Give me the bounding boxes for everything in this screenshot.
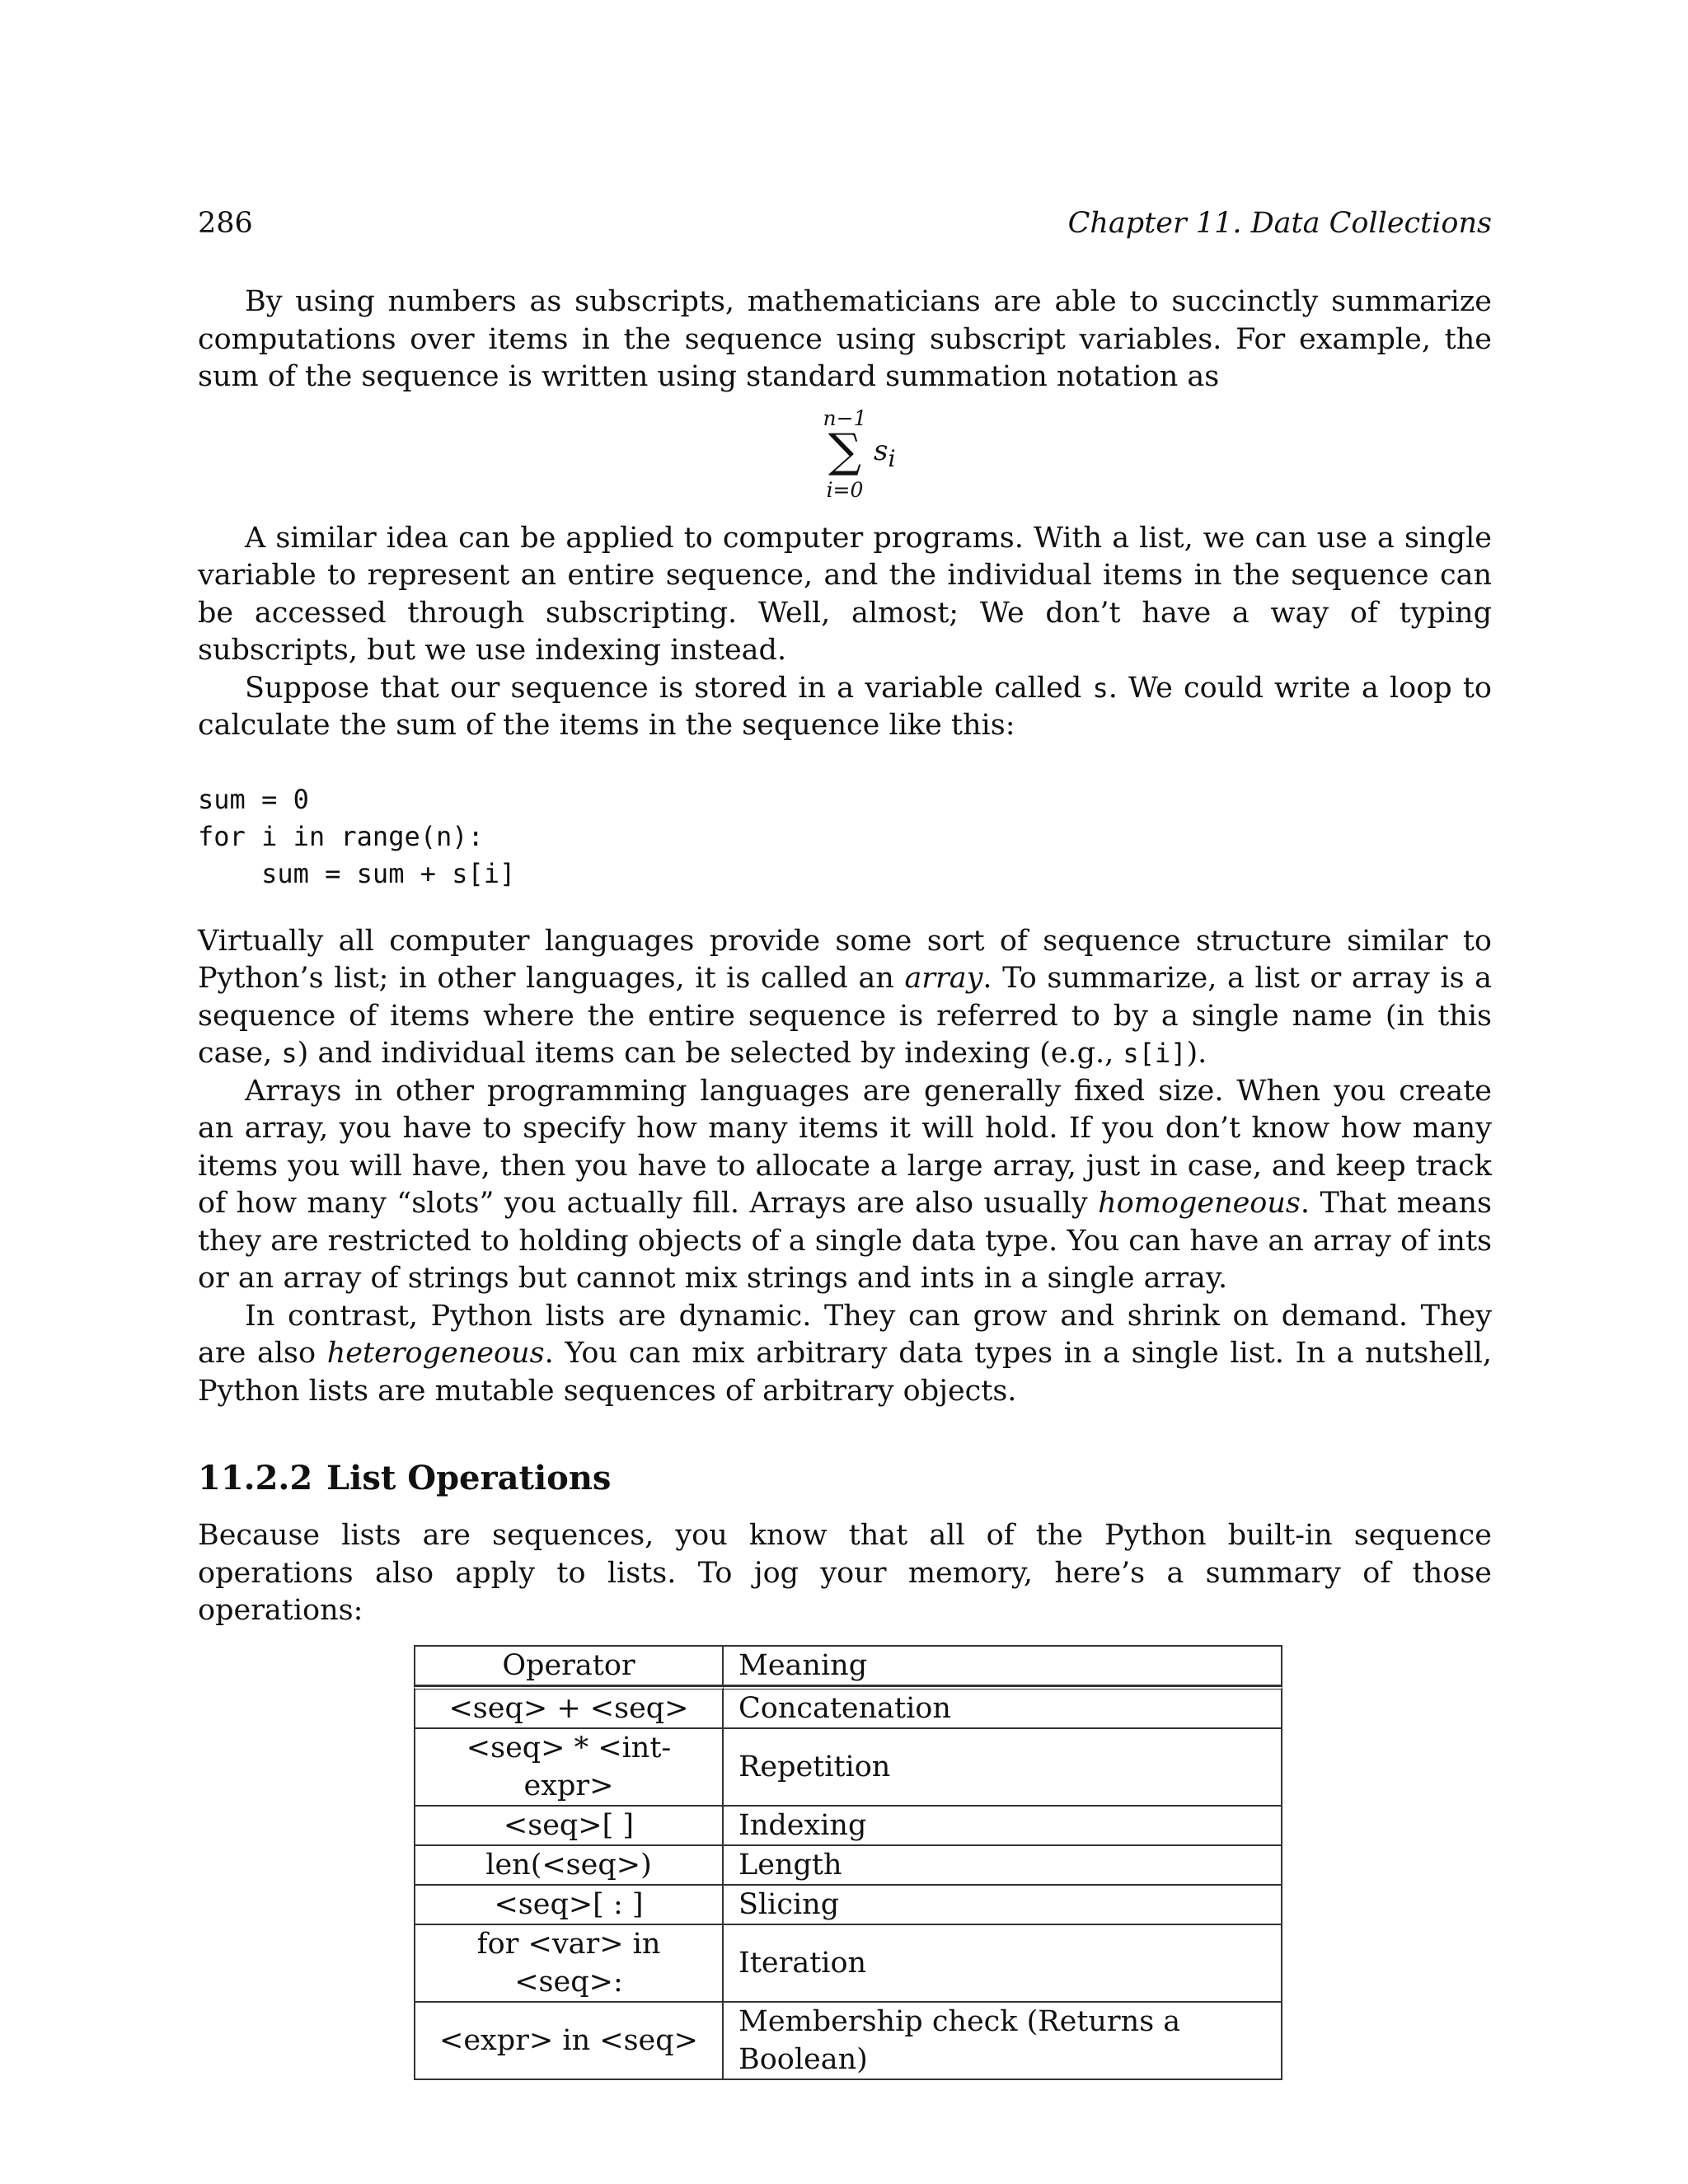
operator-cell: <seq>[ ] <box>414 1807 724 1846</box>
table-body <box>414 1686 1282 2080</box>
paragraph-loop-intro-text-before: Suppose that our sequence is stored in a variable called <box>245 671 1093 705</box>
meaning-cell: Repetition <box>724 1729 1282 1807</box>
code-line: sum = sum + s[i] <box>198 857 516 889</box>
operator-cell: for <var> in <seq>: <box>414 1925 724 2003</box>
paragraph-array-summary <box>198 923 1492 1073</box>
paragraph-python-lists-dynamic <box>198 1298 1492 1411</box>
chapter-title: Chapter 11. Data Collections <box>1067 207 1492 240</box>
term-heterogeneous: heterogeneous <box>326 1337 545 1370</box>
table-row <box>414 1729 1282 1807</box>
summation-upper-limit: n−1 <box>823 405 867 430</box>
paragraph-fixed-size-text: Arrays in other programming languages are generally fixed size. When you create an array, you have to specify how many items it will hold. If you don’t know how many items you will have, then you have to allocate a large array, just in case, and keep track of how many “slots” you actually fill. Arrays are also usually <box>198 1074 1492 1220</box>
inline-code-indexing: s[i] <box>1123 1038 1187 1069</box>
paragraph-array-summary-text: ) and individual items can be selected by indexing (e.g., <box>297 1037 1123 1070</box>
operator-cell: <seq> * <int-expr> <box>414 1729 724 1807</box>
term-homogeneous: homogeneous <box>1098 1187 1301 1220</box>
sequence-operations-table <box>414 1645 1282 2080</box>
meaning-cell: Concatenation <box>724 1686 1282 1729</box>
table-row <box>414 1686 1282 1729</box>
sum-loop-code-block <box>198 781 1492 893</box>
code-line: for i in range(n): <box>198 820 484 852</box>
operator-cell: <seq>[ : ] <box>414 1886 724 1925</box>
summation-symbol: ∑ <box>828 424 861 478</box>
meaning-cell: Slicing <box>724 1886 1282 1925</box>
meaning-cell: Length <box>724 1846 1282 1886</box>
paragraph-loop-intro <box>198 670 1492 745</box>
table-header <box>414 1645 1282 1686</box>
table-row <box>414 1846 1282 1886</box>
operator-cell: <seq> + <seq> <box>414 1686 724 1729</box>
paragraph-python-lists-text: . You can mix arbitrary data types in a single list. In a nutshell, Python lists are mutable sequences of arbitrary objects. <box>198 1337 1493 1408</box>
paragraph-summation-intro: By using numbers as subscripts, mathematicians are able to succinctly summarize computations over items in the sequence using subscript variables. For example, the sum of the sequence is written using standard summation notation as <box>198 285 1492 393</box>
paragraph-fixed-size-arrays <box>198 1073 1492 1298</box>
operator-column-header: Operator <box>414 1645 724 1686</box>
operator-cell: <expr> in <seq> <box>414 2003 724 2080</box>
paragraph-array-summary-text: ). <box>1186 1037 1207 1070</box>
meaning-cell: Membership check (Returns a Boolean) <box>724 2003 1282 2080</box>
table-row <box>414 1807 1282 1846</box>
summation-term-variable: s <box>874 434 889 467</box>
summation-lower-limit: i=0 <box>826 477 864 502</box>
paragraph-array-summary-text: . To summarize, a list or array is a sequence of items where the entire sequence is referred to by a single name (in this case, <box>198 962 1492 1070</box>
code-line: sum = 0 <box>198 783 309 815</box>
table-row <box>414 2003 1282 2080</box>
page-body <box>198 284 1492 2080</box>
summation-term <box>874 433 896 477</box>
paragraph-loop-intro-text-after: . We could write a loop to calculate the sum of the items in the sequence like this: <box>198 671 1492 742</box>
term-array: array <box>904 962 983 995</box>
table-row <box>414 1925 1282 2003</box>
page-number: 286 <box>198 207 253 240</box>
operator-cell: len(<seq>) <box>414 1846 724 1886</box>
meaning-column-header: Meaning <box>724 1645 1282 1686</box>
paragraph-python-lists-text: In contrast, Python lists are dynamic. They can grow and shrink on demand. They are also <box>198 1299 1492 1370</box>
section-title: List Operations <box>326 1459 612 1497</box>
summation-term-subscript: i <box>888 444 896 472</box>
paragraph-fixed-size-text: . That means they are restricted to holding objects of a single data type. You can have an array of ints or an array of strings but cannot mix strings and ints in a single array. <box>198 1187 1492 1295</box>
section-heading <box>198 1458 1492 1499</box>
meaning-cell: Iteration <box>724 1925 1282 2003</box>
meaning-cell: Indexing <box>724 1807 1282 1846</box>
book-page <box>198 0 1492 2184</box>
paragraph-list-operations-intro: Because lists are sequences, you know that all of the Python built-in sequence operations also apply to lists. To jog your memory, here’s a summary of those operations: <box>198 1519 1492 1627</box>
section-number: 11.2.2 <box>198 1459 313 1497</box>
inline-code-s: s <box>1092 672 1109 704</box>
running-head <box>198 203 1492 244</box>
table-row <box>414 1886 1282 1925</box>
table-header-row <box>414 1645 1282 1686</box>
paragraph-list-idea: A similar idea can be applied to computer programs. With a list, we can use a single variable to represent an entire sequence, and the individual items in the sequence can be accessed through subscripting. Well, almost; We don’t have a way of typing subscripts, but we use indexing instead. <box>198 521 1492 667</box>
paragraph-array-summary-text: Virtually all computer languages provide some sort of sequence structure similar to Python’s list; in other languages, it is called an <box>198 924 1492 995</box>
inline-code-s: s <box>281 1038 298 1069</box>
summation-formula <box>198 396 1492 520</box>
